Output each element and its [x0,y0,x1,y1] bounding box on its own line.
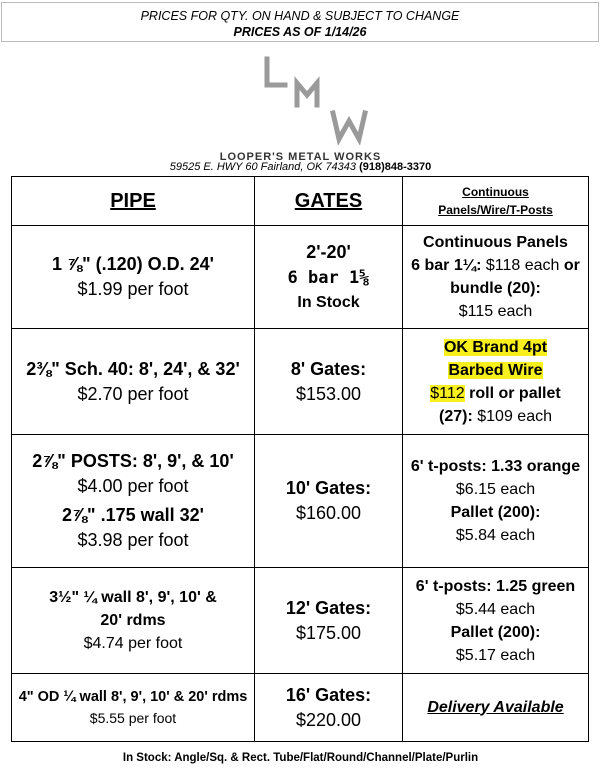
pipe-header-text: PIPE [110,189,156,212]
gate-price: $153.00 [295,383,362,404]
pipe-cell [12,226,255,329]
pipe-name: 4" OD ¼ wall 8', 9', 10' & 20' rdms [18,688,248,705]
panel-bundle: bundle (20): [450,280,541,297]
panels-header-line-1: Continuous [462,185,529,199]
pipe-cell [12,568,255,674]
panel-or: or [563,257,580,274]
panel-title: 6' t-posts: 1.33 orange [410,458,581,475]
price-notice [1,2,599,42]
gate-size: 2'-20' [306,242,351,262]
gate-cell [255,329,403,435]
table-row [12,329,589,435]
company-address [0,161,601,173]
table-row [12,674,589,742]
highlighted-text: OK Brand 4pt [443,338,548,356]
pipe-price: $5.55 per foot [89,709,177,726]
table-row [12,226,589,329]
panel-title: 6' t-posts: 1.25 green [415,577,576,595]
in-stock-footer: In Stock: Angle/Sq. & Rect. Tube/Flat/Round/Channel/Plate/Purlin [122,752,479,764]
lmw-logo [255,55,370,145]
notice-line-2: PRICES AS OF 1/14/26 [233,25,367,39]
gate-bar: 6 bar 1⅝ [287,268,370,288]
gate-name: 12' Gates: [285,597,372,618]
pipe-price: $4.74 per foot [83,635,183,652]
gates-header [255,177,403,226]
panel-roll: roll [469,384,495,402]
pipe-price: $2.70 per foot [77,383,189,404]
price-table [11,176,589,742]
gate-cell [255,674,403,742]
panel-price: $118 each [485,257,560,274]
panel-cell [403,568,589,674]
gate-cell [255,226,403,329]
pipe-name: 2⅞" .175 wall 32' [62,505,204,525]
table-row [12,435,589,568]
pipe-price: $1.99 per foot [77,279,189,299]
panel-line-3 [407,382,584,405]
pipe-price: $3.98 per foot [77,530,189,550]
pipe-name: 3½" ¼ wall 8', 9', 10' & [49,589,217,606]
gate-price: $160.00 [295,503,362,523]
panel-label: (27): [439,407,473,425]
panel-cell [403,329,589,435]
gate-cell [255,435,403,568]
panel-line-2 [407,359,584,382]
panels-header-line-2: Panels/Wire/T-Posts [438,203,553,217]
notice-line-1: PRICES FOR QTY. ON HAND & SUBJECT TO CHANGE [140,9,460,23]
panel-line-1 [407,336,584,359]
pipe-cell [12,674,255,742]
delivery-available: Delivery Available [427,698,564,716]
panel-title: Continuous Panels [423,234,568,251]
pipe-cell [12,435,255,568]
panel-line-1 [407,254,584,277]
gate-cell [255,568,403,674]
address-text: 59525 E. HWY 60 Fairland, OK 74343 [169,161,357,173]
pipe-name: 2⅜" Sch. 40: 8', 24', & 32' [26,358,240,379]
pipe-cell [12,329,255,435]
gate-name: 16' Gates: [285,684,372,705]
pipe-name: 2⅞" POSTS: 8', 9', & 10' [32,451,234,471]
phone-number: (918)848-3370 [359,161,432,173]
gate-name: 10' Gates: [285,478,372,498]
highlighted-price: $112 [430,384,465,402]
panel-cell [403,226,589,329]
panel-label: 6 bar 1¼: [411,257,482,274]
panel-price: $5.44 each [455,600,536,618]
panel-or: or pallet [498,384,561,402]
header-row [12,177,589,226]
panel-pallet: Pallet (200): [450,504,541,521]
pipe-name: 1 ⅞" (.120) O.D. 24' [52,254,214,274]
panel-bundle-price: $115 each [458,303,533,320]
pipe-header [12,177,255,226]
gate-name: 8' Gates: [290,358,367,379]
panel-cell [403,435,589,568]
panel-price: $6.15 each [455,481,536,498]
gate-stock: In Stock [297,294,360,311]
panel-price: $109 each [477,407,552,425]
panel-cell [403,674,589,742]
gate-price: $175.00 [295,622,362,643]
pipe-price: $4.00 per foot [77,476,189,496]
panel-pallet: Pallet (200): [450,623,541,641]
panel-pallet-price: $5.84 each [455,527,536,544]
table-row [12,568,589,674]
panel-pallet-price: $5.17 each [455,646,536,664]
company-name: LOOPER'S METAL WORKS [219,151,382,163]
gates-header-text: GATES [294,189,363,212]
gate-price: $220.00 [295,709,362,730]
pipe-name-cont: 20' rdms [100,612,166,629]
highlighted-text: Barbed Wire [448,361,543,379]
panel-line-4 [407,405,584,428]
panels-header [403,177,589,226]
